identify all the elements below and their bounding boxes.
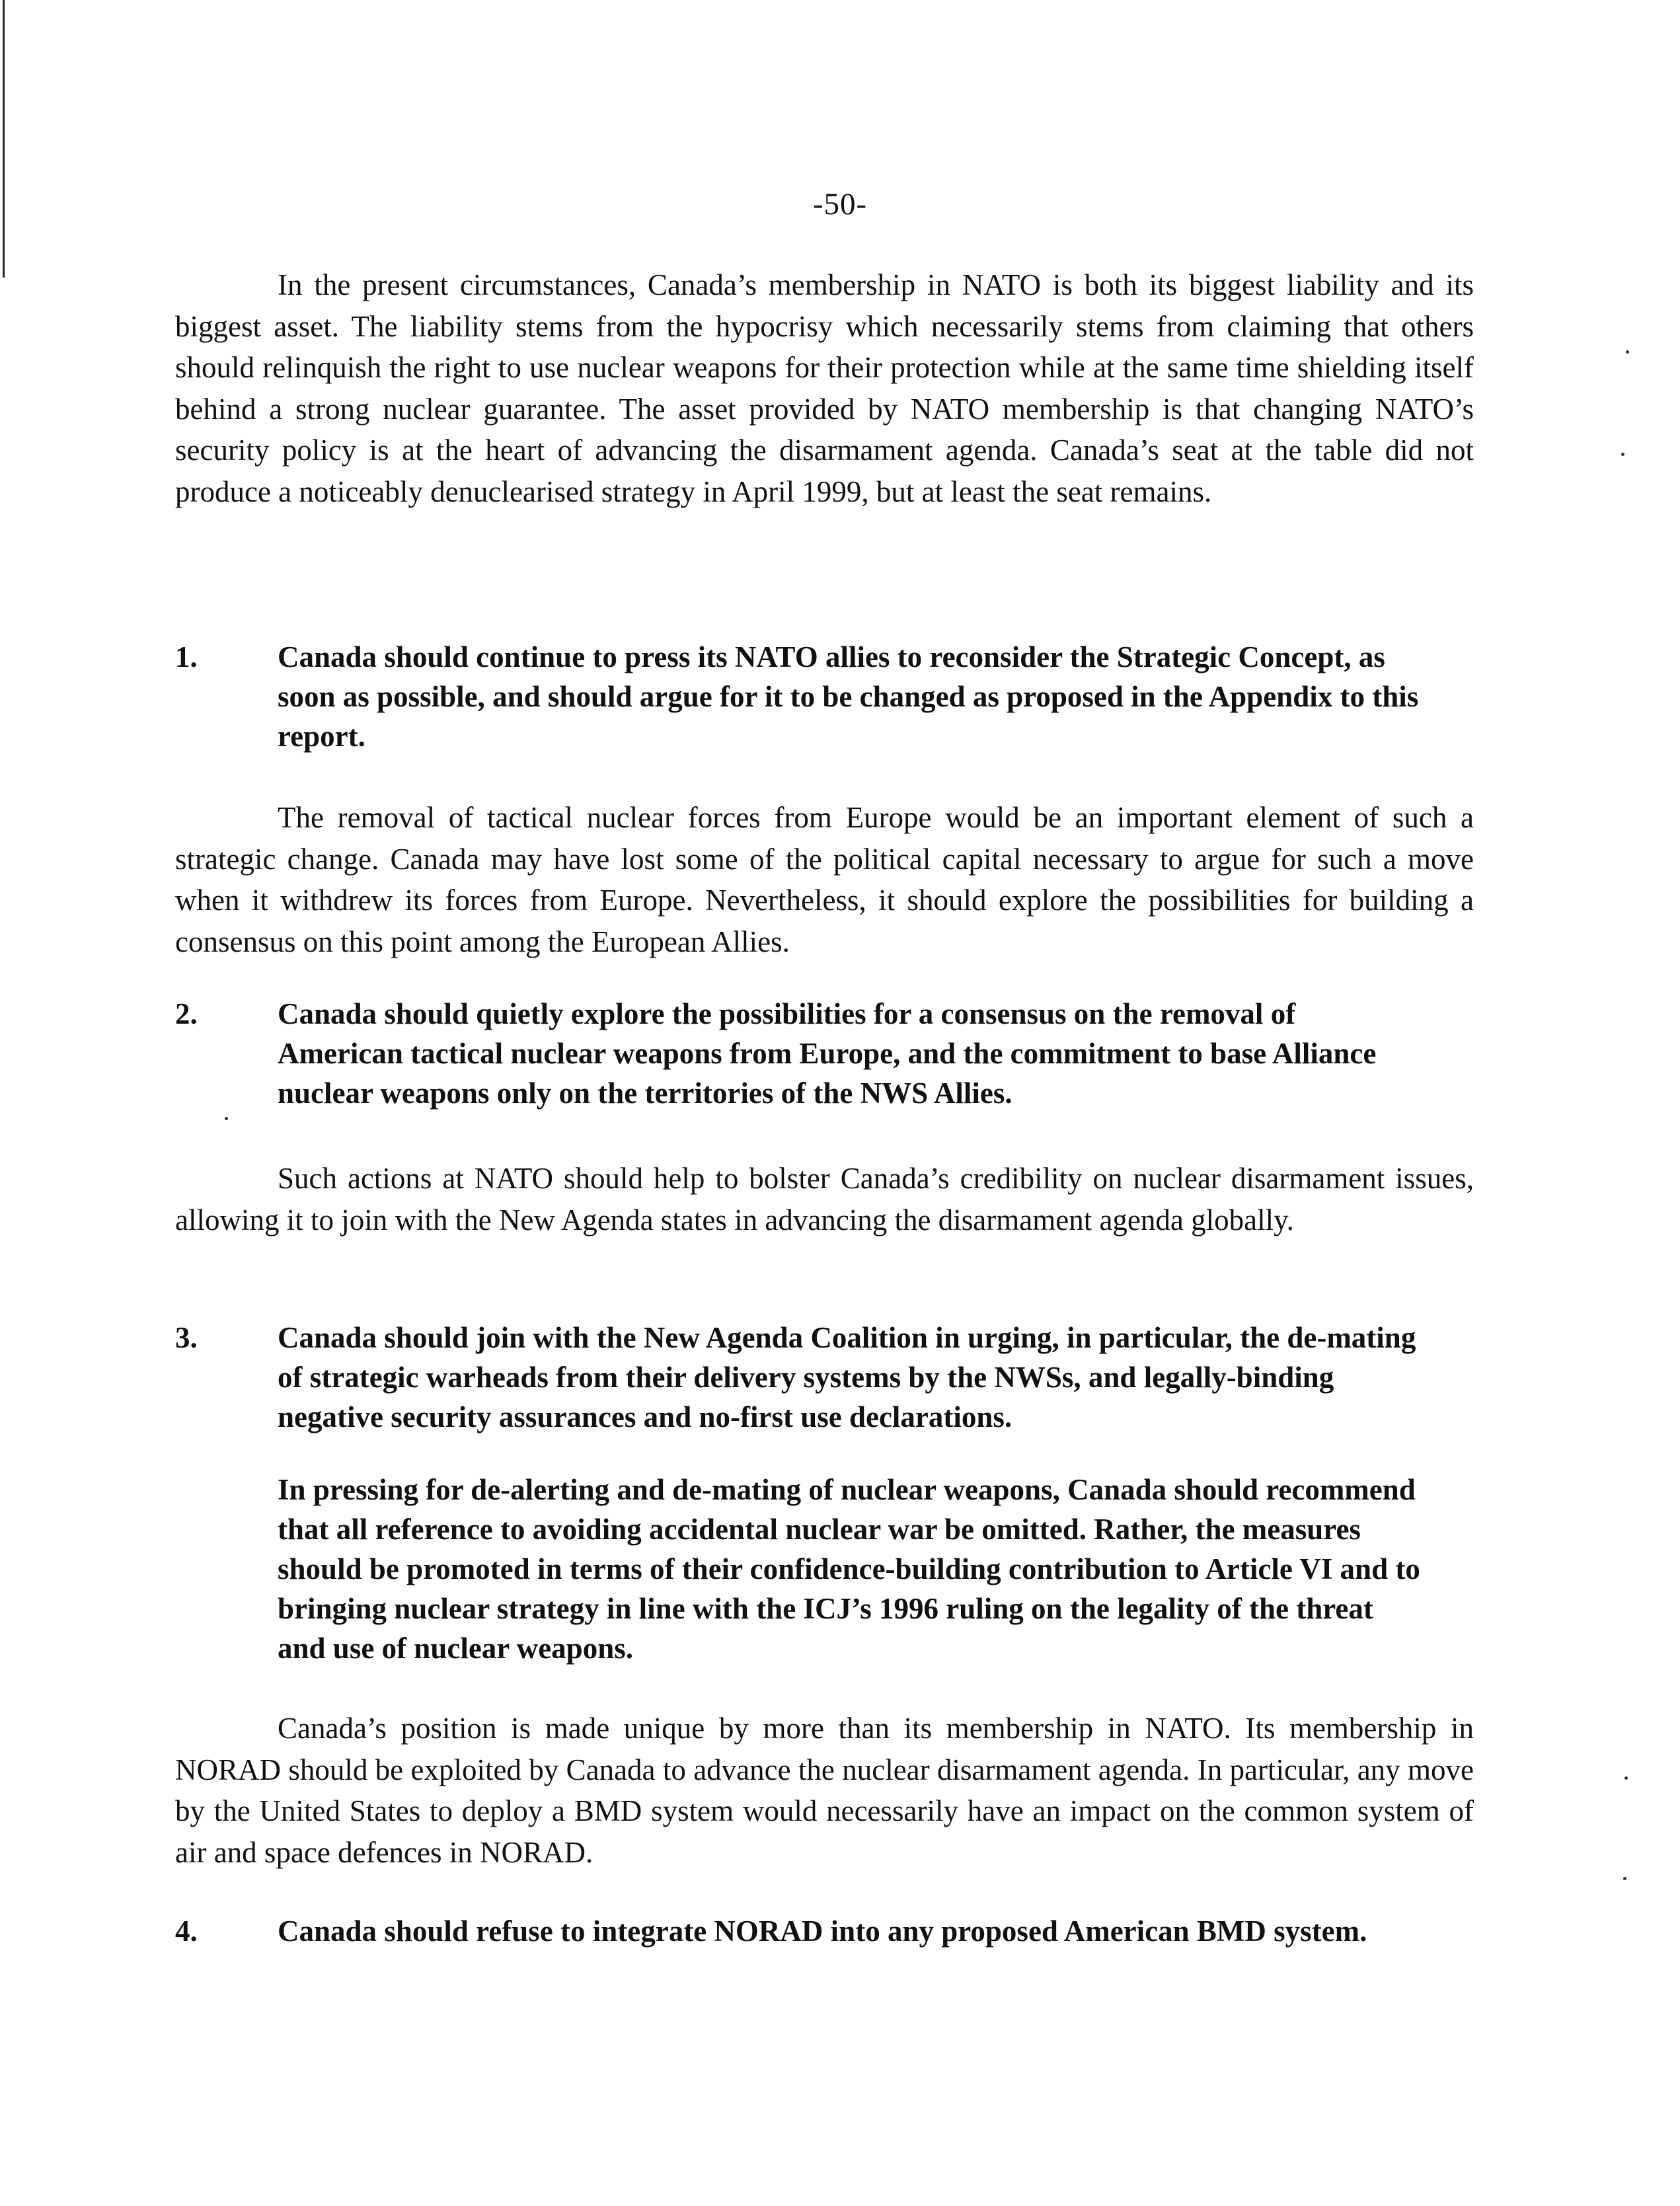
- scan-speck: [1621, 453, 1624, 456]
- scan-edge-line: [3, 0, 5, 278]
- recommendation-text: Canada should quietly explore the possibilities for a consensus on the removal of American tactical nuclear weapons from Europe, and the commitment to base Alliance nuclear weapons only on the territories of the NWS Allies.: [278, 997, 1377, 1110]
- recommendation-text: Canada should join with the New Agenda Coalition in urging, in particular, the de-mating of strategic warheads from their delivery systems by the NWSs, and legally-binding negative security assurances and no-first use declarations.: [278, 1321, 1416, 1433]
- recommendation-number: 2.: [175, 997, 198, 1030]
- recommendation-number: 3.: [175, 1321, 198, 1354]
- scan-speck: [225, 1117, 228, 1120]
- page-body: [175, 264, 1474, 1997]
- recommendation-text: Canada should refuse to integrate NORAD into any proposed American BMD system.: [278, 1915, 1367, 1948]
- paragraph-nato-membership: In the present circumstances, Canada’s membership in NATO is both its biggest liability and its biggest asset. The liability stems from the hypocrisy which necessarily stems from claiming that others should relinquish the right to use nuclear weapons for their protection while at the same time shielding itself behind a strong nuclear guarantee. The asset provided by NATO membership is that changing NATO’s security policy is at the heart of advancing the disarmament agenda. Canada’s seat at the table did not produce a noticeably denuclearised strategy in April 1999, but at least the seat remains.: [175, 268, 1474, 508]
- recommendation-number: 4.: [175, 1915, 198, 1948]
- scan-speck: [1623, 1877, 1626, 1880]
- scan-speck: [1624, 1776, 1628, 1780]
- paragraph-tactical-forces: The removal of tactical nuclear forces from Europe would be an important element of such a strategic change. Canada may have lost some of the political capital necessary to argue for such a move when it withdrew its forces from Europe. Nevertheless, it should explore the possibilities for building a consensus on this point among the European Allies.: [175, 801, 1474, 958]
- recommendation-number: 1.: [175, 640, 198, 673]
- scan-speck: [1626, 350, 1629, 354]
- recommendation-2: [175, 994, 1474, 1120]
- recommendation-3-detail: In pressing for de-alerting and de-mating of nuclear weapons, Canada should recommend that all reference to avoiding accidental nuclear war be omitted. Rather, the measures should be promoted in terms of their confidence-building contribution to Article VI and to bringing nuclear strategy in line with the ICJ’s 1996 ruling on the legality of the threat and use of nuclear weapons.: [278, 1473, 1420, 1665]
- paragraph-norad: Canada’s position is made unique by more than its membership in NATO. Its membership in NORAD should be exploited by Canada to advance the nuclear disarmament agenda. In particular, any move by the United States to deploy a BMD system would necessarily have an impact on the common system of air and space defences in NORAD.: [175, 1712, 1474, 1869]
- paragraph-credibility: Such actions at NATO should help to bolster Canada’s credibility on nuclear disarmament issues, allowing it to join with the New Agenda states in advancing the disarmament agenda globally.: [175, 1162, 1474, 1236]
- page-number: -50-: [812, 187, 868, 221]
- recommendation-3: [175, 1318, 1474, 1443]
- recommendation-1: [175, 637, 1474, 763]
- recommendation-4: [175, 1911, 1474, 1997]
- recommendation-text: Canada should continue to press its NATO allies to reconsider the Strategic Concept, as soon as possible, and should argue for it to be changed as proposed in the Appendix to this report.: [278, 640, 1419, 753]
